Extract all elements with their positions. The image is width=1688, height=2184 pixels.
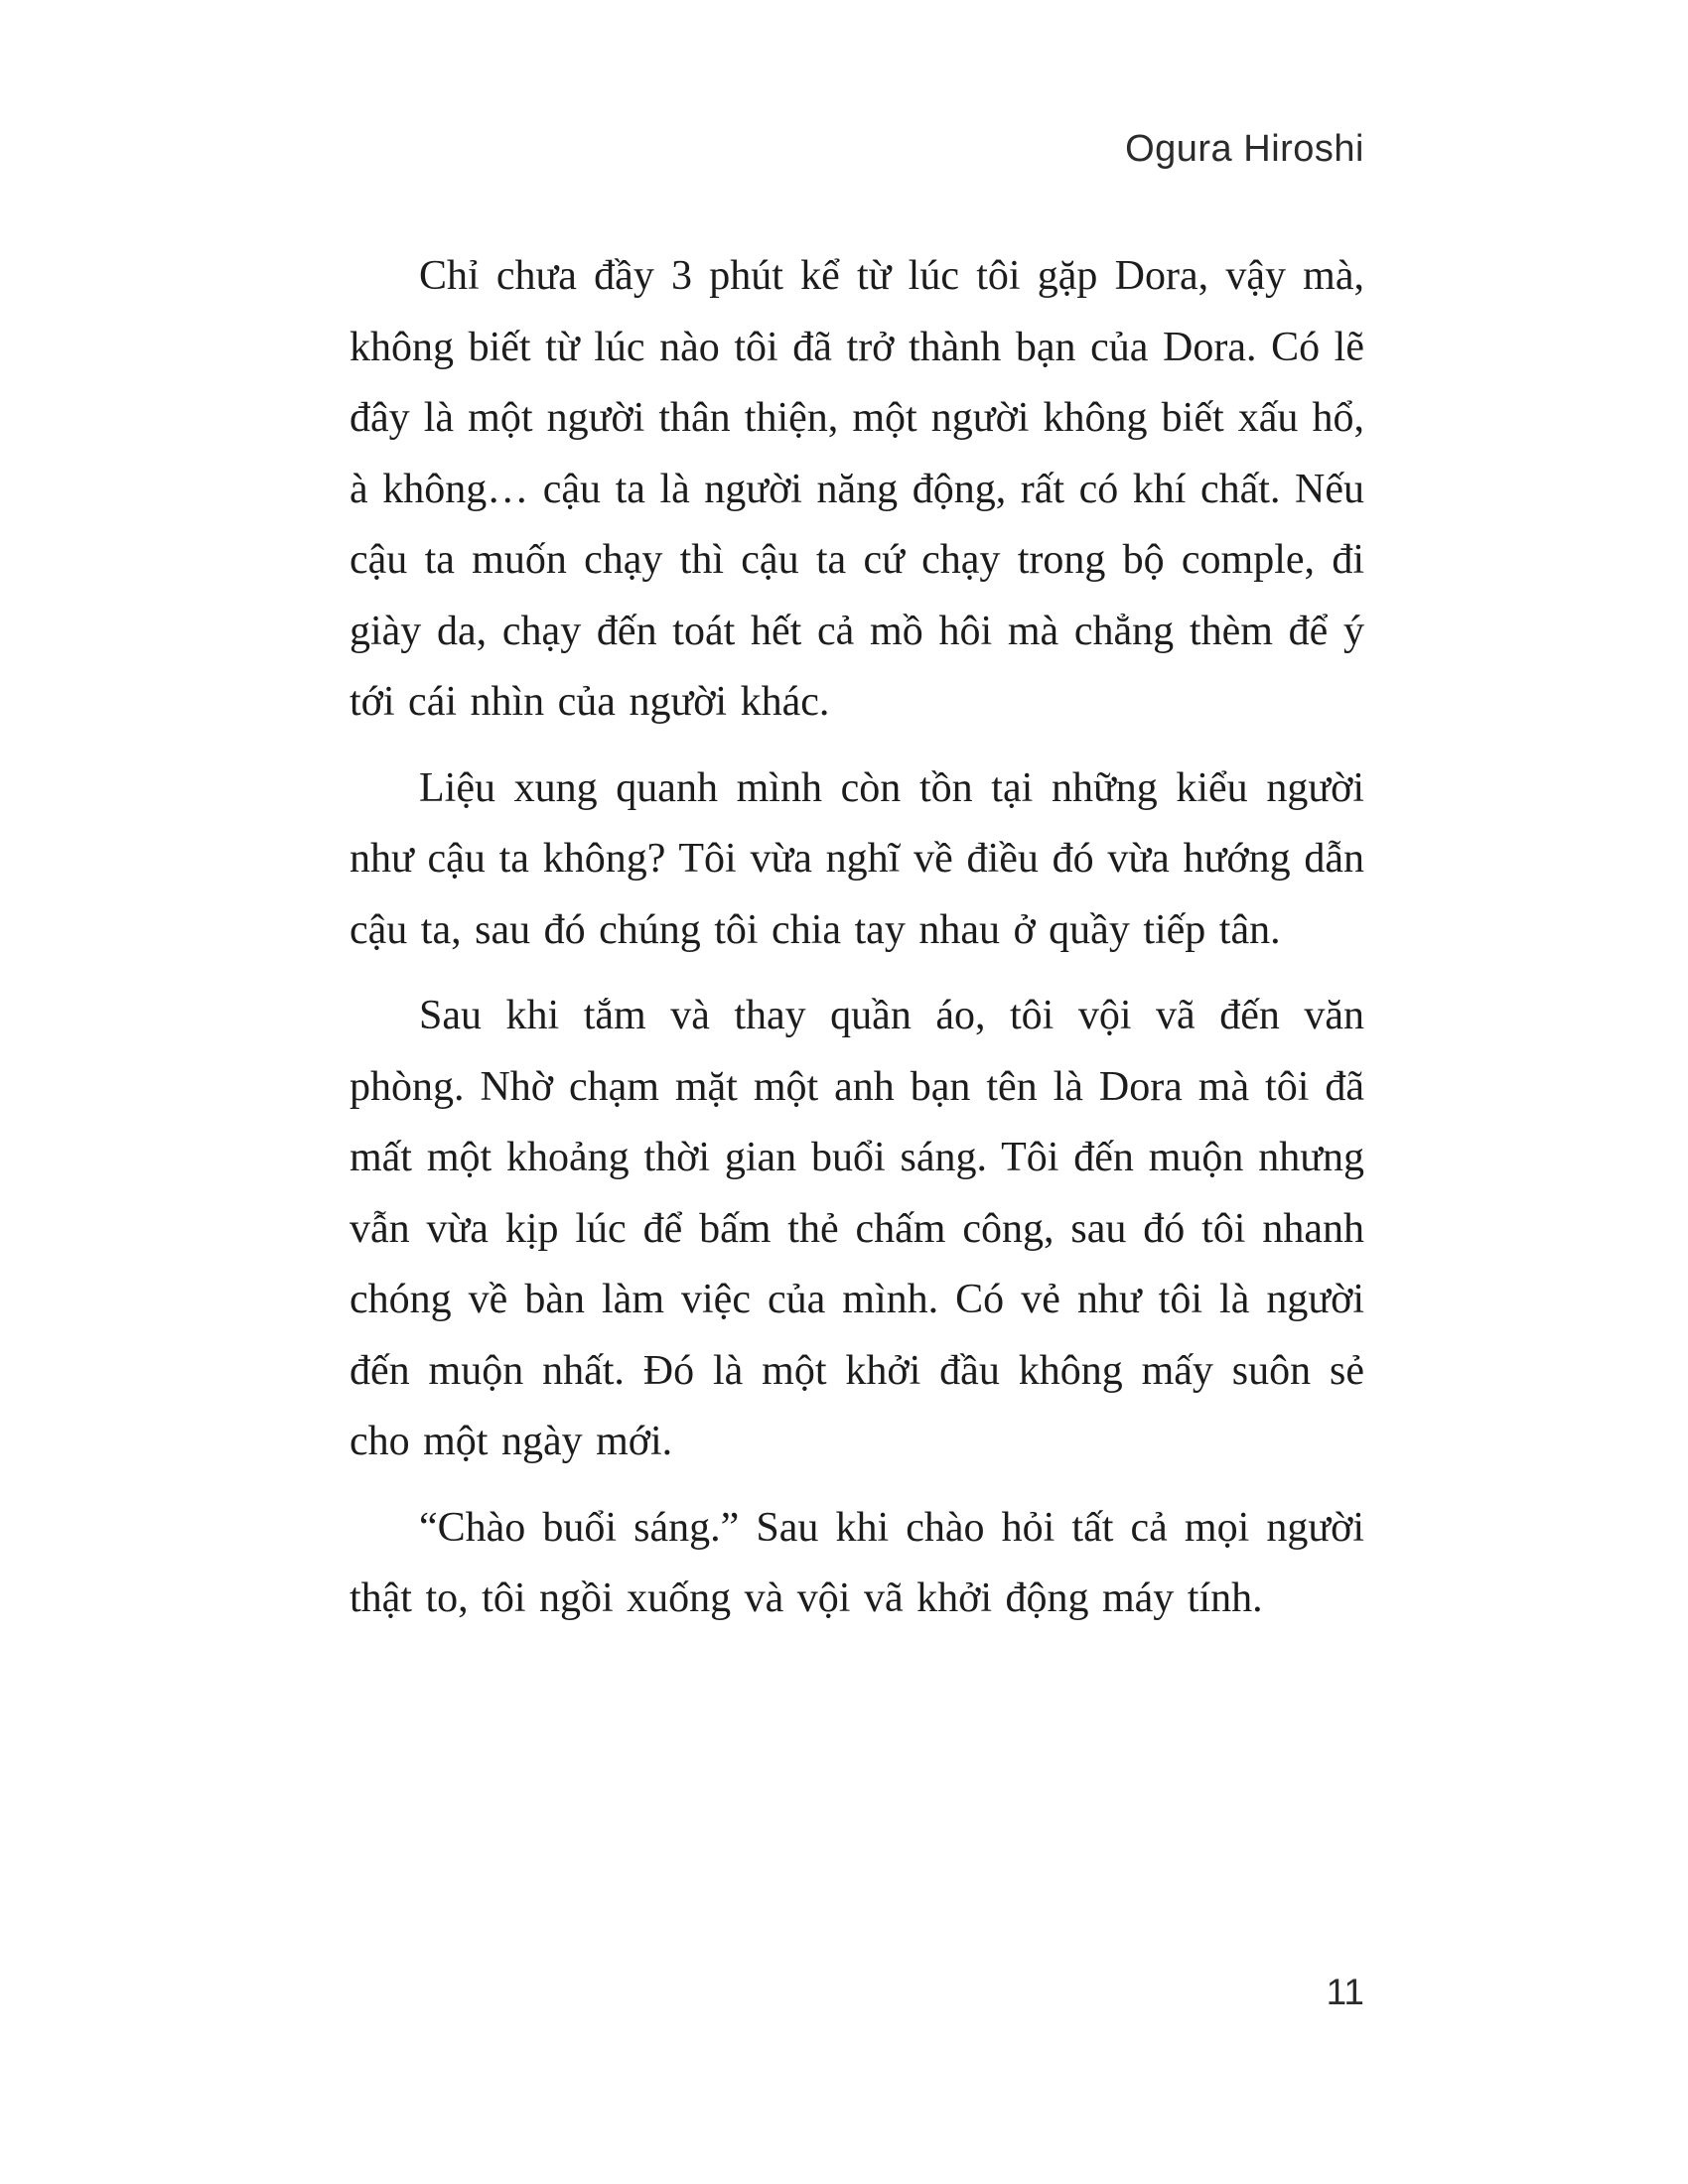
- paragraph-4: “Chào buổi sáng.” Sau khi chào hỏi tất cả mọi người thật to, tôi ngồi xuống và vội vã khởi động máy tính.: [350, 1504, 1364, 1621]
- paragraph-2: Liệu xung quanh mình còn tồn tại những kiểu người như cậu ta không? Tôi vừa nghĩ về điều đó vừa hướng dẫn cậu ta, sau đó chúng tôi chia tay nhau ở quầy tiếp tân.: [350, 764, 1364, 953]
- page-body-text: [350, 241, 1364, 1635]
- page-number: 11: [1326, 1972, 1364, 2012]
- running-header-author: Ogura Hiroshi: [1125, 128, 1364, 170]
- paragraph-1: Chỉ chưa đầy 3 phút kể từ lúc tôi gặp Dora, vậy mà, không biết từ lúc nào tôi đã trở thành bạn của Dora. Có lẽ đây là một người thân thiện, một người không biết xấu hổ, à không… cậu ta là người năng động, rất có khí chất. Nếu cậu ta muốn chạy thì cậu ta cứ chạy trong bộ comple, đi giày da, chạy đến toát hết cả mồ hôi mà chẳng thèm để ý tới cái nhìn của người khác.: [350, 253, 1364, 725]
- paragraph-3: Sau khi tắm và thay quần áo, tôi vội vã đến văn phòng. Nhờ chạm mặt một anh bạn tên là Dora mà tôi đã mất một khoảng thời gian buổi sáng. Tôi đến muộn nhưng vẫn vừa kịp lúc để bấm thẻ chấm công, sau đó tôi nhanh chóng về bàn làm việc của mình. Có vẻ như tôi là người đến muộn nhất. Đó là một khởi đầu không mấy suôn sẻ cho một ngày mới.: [350, 993, 1364, 1464]
